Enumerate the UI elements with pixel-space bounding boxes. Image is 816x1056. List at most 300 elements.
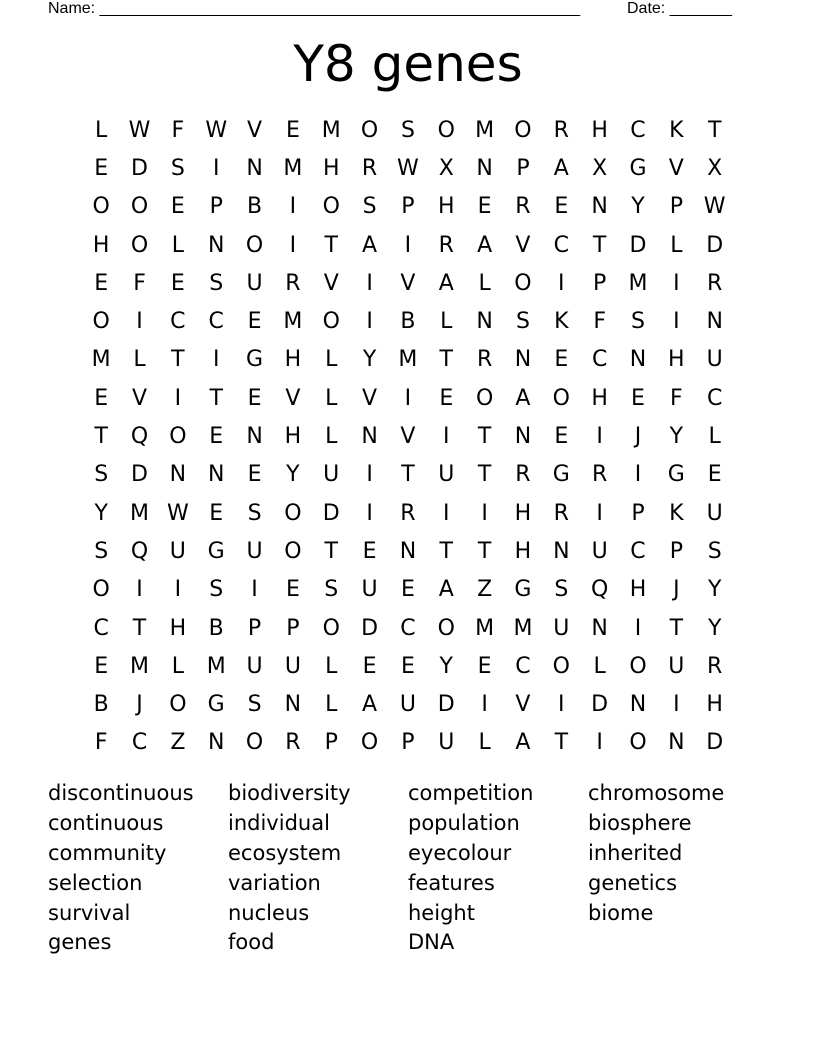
grid-cell: O [629,653,647,679]
date-field: Date: _______ [627,0,732,17]
grid-cell: G [552,462,570,488]
grid-cell: T [171,347,185,373]
grid-cell: K [669,500,684,526]
grid-cell: L [171,232,184,258]
grid-cell: C [630,538,646,564]
grid-cell: N [284,692,302,718]
grid-cell: C [630,117,646,143]
grid-cell: Z [477,577,493,603]
grid-cell: X [438,155,454,181]
grid-cell: H [514,500,532,526]
grid-cell: H [629,577,647,603]
grid-cell: L [478,730,491,756]
grid-cell: S [400,117,415,143]
page-title: Y8 genes [293,35,523,93]
grid-cell: N [591,194,608,220]
grid-cell: H [92,232,110,258]
grid-cell: U [399,692,416,718]
grid-cell: M [130,500,149,526]
grid-cell: C [131,730,148,756]
grid-cell: T [439,347,453,373]
grid-cell: F [593,309,606,335]
word-bank-item: community [48,840,167,865]
grid-cell: O [322,309,340,335]
word-bank-item: biome [588,900,654,925]
grid-cell: D [322,500,340,526]
grid-cell: O [437,117,455,143]
grid-cell: L [325,424,338,450]
grid-cell: I [481,692,488,718]
grid-cell: R [515,194,531,220]
grid-cell: J [136,692,143,718]
word-bank-item: eyecolour [408,840,512,865]
grid-cell: V [400,424,416,450]
grid-row [82,149,734,187]
grid-cell: T [209,385,223,411]
grid-cell: A [438,577,454,603]
grid-cell: O [360,117,379,143]
grid-cell: D [361,615,379,641]
grid-cell: N [668,730,685,756]
grid-cell: Q [590,577,609,603]
word-bank-item: ecosystem [228,840,342,865]
grid-cell: E [362,538,377,564]
grid-cell: D [131,462,148,488]
grid-cell: L [95,117,108,143]
grid-cell: V [285,385,301,411]
grid-cell: O [130,194,149,220]
grid-cell: H [322,155,340,181]
grid-cell: I [136,309,143,335]
grid-cell: O [169,424,187,450]
grid-cell: O [360,730,379,756]
word-bank-item: genetics [588,870,678,895]
grid-cell: A [515,385,531,411]
grid-cell: I [596,730,603,756]
grid-row [82,724,734,762]
grid-cell: Y [707,577,722,603]
grid-cell: E [400,653,415,679]
grid-cell: P [324,730,338,756]
grid-cell: T [477,462,492,488]
grid-cell: E [362,653,377,679]
grid-cell: M [398,347,418,373]
grid-cell: R [438,232,454,258]
grid-cell: N [207,462,225,488]
grid-cell: R [400,500,416,526]
grid-cell: E [400,577,415,603]
grid-cell: M [475,117,495,143]
grid-cell: H [284,347,302,373]
grid-cell: Y [439,653,453,679]
word-bank-item: genes [48,930,112,955]
grid-cell: I [366,270,373,296]
grid-cell: M [283,155,303,181]
word-bank-item: inherited [588,840,683,865]
grid-cell: R [285,270,301,296]
grid-cell: T [439,538,453,564]
grid-cell: N [207,730,225,756]
grid-cell: R [707,270,723,296]
grid-cell: M [475,615,495,641]
grid-cell: H [284,424,302,450]
grid-cell: I [634,615,642,641]
grid-cell: N [476,155,493,181]
grid-cell: B [208,615,224,641]
grid-cell: I [443,500,450,526]
grid-cell: I [174,385,182,411]
grid-cell: M [91,347,111,373]
grid-cell: P [247,615,262,641]
grid-cell: N [629,692,647,718]
grid-row [82,264,734,302]
grid-cell: E [554,424,569,450]
grid-cell: N [169,462,187,488]
grid-cell: O [475,385,494,411]
grid-row [82,341,734,379]
grid-cell: O [92,309,110,335]
grid-cell: H [591,117,608,143]
word-bank-item: variation [228,870,321,895]
grid-cell: P [209,194,223,220]
word-bank-item: food [228,930,275,955]
grid-cell: U [438,730,455,756]
grid-cell: O [514,117,532,143]
grid-cell: D [706,232,724,258]
grid-cell: E [170,194,185,220]
grid-cell: F [133,270,146,296]
grid-row [82,188,734,226]
grid-cell: C [400,615,416,641]
word-bank-item: height [408,900,475,925]
grid-cell: O [92,577,110,603]
word-bank-item: nucleus [228,900,310,925]
grid-cell: F [94,730,108,756]
grid-cell: G [207,692,225,718]
grid-cell: E [554,194,569,220]
grid-cell: U [438,462,455,488]
grid-cell: R [285,730,301,756]
grid-cell: U [361,577,378,603]
grid-cell: P [516,155,530,181]
grid-cell: L [708,424,721,450]
grid-cell: V [400,270,416,296]
grid-cell: L [593,653,606,679]
grid-cell: O [245,232,264,258]
grid-cell: A [438,270,454,296]
grid-cell: W [397,155,419,181]
grid-cell: G [207,538,225,564]
grid-cell: E [209,500,224,526]
grid-cell: I [289,194,297,220]
grid-cell: B [400,309,416,335]
word-bank-item: competition [408,781,534,805]
grid-cell: U [246,538,263,564]
grid-cell: L [478,270,491,296]
grid-cell: U [668,653,685,679]
grid-cell: S [94,538,109,564]
grid-cell: I [366,462,373,488]
grid-cell: R [515,462,531,488]
grid-cell: E [170,270,185,296]
grid-cell: C [208,309,224,335]
grid-cell: E [94,385,109,411]
grid-cell: V [515,232,531,258]
grid-cell: M [513,615,533,641]
grid-cell: W [128,117,151,143]
grid-cell: V [668,155,684,181]
grid-cell: O [322,615,340,641]
grid-cell: N [246,424,263,450]
grid-cell: X [707,155,723,181]
grid-cell: V [247,117,263,143]
grid-cell: D [629,232,647,258]
grid-cell: E [209,424,224,450]
grid-cell: E [631,385,645,411]
grid-cell: O [514,270,532,296]
grid-cell: N [514,347,532,373]
grid-cell: T [324,538,338,564]
grid-cell: Z [170,730,186,756]
grid-cell: I [558,270,565,296]
grid-cell: I [481,500,488,526]
grid-cell: G [629,155,647,181]
grid-cell: I [673,270,680,296]
grid-cell: T [707,117,722,143]
grid-cell: L [133,347,146,373]
letter-grid [82,111,734,762]
word-bank-item: selection [48,870,143,895]
grid-cell: I [596,424,603,450]
grid-cell: T [477,424,492,450]
grid-cell: P [669,194,683,220]
grid-cell: E [285,117,300,143]
grid-cell: U [169,538,186,564]
grid-cell: W [703,194,726,220]
grid-row [82,111,734,149]
grid-cell: M [130,653,149,679]
grid-cell: P [286,615,300,641]
grid-cell: W [205,117,228,143]
grid-cell: O [322,194,340,220]
grid-cell: L [670,232,683,258]
grid-cell: N [207,232,225,258]
grid-cell: M [206,653,226,679]
grid-cell: H [706,692,723,718]
grid-cell: N [476,309,493,335]
grid-cell: Y [707,615,722,641]
grid-cell: P [401,194,415,220]
grid-cell: R [361,155,378,181]
grid-cell: E [247,309,262,335]
grid-cell: B [93,692,109,718]
grid-cell: O [284,500,302,526]
word-bank-item: discontinuous [48,781,194,805]
word-bank-item: biodiversity [228,781,351,805]
grid-cell: I [673,692,680,718]
grid-cell: I [289,232,297,258]
grid-cell: C [170,309,186,335]
header-line [48,0,748,20]
grid-cell: V [131,385,148,411]
grid-cell: U [591,538,608,564]
grid-cell: E [554,347,569,373]
word-bank-item: survival [48,900,131,925]
grid-cell: J [634,424,642,450]
word-bank-item: individual [228,810,330,835]
grid-cell: F [171,117,185,143]
grid-cell: O [629,730,647,756]
grid-cell: I [558,692,565,718]
grid-cell: V [323,270,339,296]
grid-cell: I [174,577,182,603]
grid-cell: T [132,615,147,641]
grid-cell: H [169,615,187,641]
grid-cell: N [553,538,570,564]
grid-cell: Q [130,538,149,564]
grid-cell: S [170,155,185,181]
word-bank [48,779,768,958]
grid-cell: S [554,577,569,603]
grid-cell: H [437,194,455,220]
grid-cell: S [209,270,224,296]
grid-cell: N [706,309,723,335]
grid-cell: P [401,730,415,756]
grid-cell: D [706,730,724,756]
grid-row [82,685,734,723]
grid-cell: E [707,462,722,488]
grid-cell: C [591,347,608,373]
grid-cell: O [552,653,570,679]
grid-row [82,494,734,532]
grid-cell: S [324,577,339,603]
grid-cell: N [514,424,532,450]
grid-cell: H [668,347,685,373]
word-bank-item: continuous [48,810,164,835]
word-bank-item: population [408,810,520,835]
grid-cell: U [706,500,723,526]
grid-cell: E [94,270,109,296]
grid-cell: I [404,232,412,258]
grid-cell: M [283,309,303,335]
word-bank-item: biosphere [588,810,692,835]
grid-cell: V [362,385,378,411]
grid-cell: L [440,309,453,335]
grid-row [82,379,734,417]
grid-cell: I [596,500,603,526]
grid-cell: U [284,653,301,679]
grid-cell: R [707,653,723,679]
grid-cell: A [477,232,493,258]
grid-cell: U [553,615,570,641]
grid-cell: O [92,194,110,220]
grid-cell: S [362,194,377,220]
grid-cell: S [707,538,722,564]
grid-cell: T [669,615,684,641]
grid-cell: A [362,232,378,258]
grid-cell: L [171,653,184,679]
grid-cell: I [251,577,258,603]
grid-cell: Y [94,500,108,526]
grid-cell: I [443,424,450,450]
grid-cell: H [514,538,532,564]
grid-cell: O [130,232,149,258]
grid-cell: I [366,309,373,335]
grid-row [82,571,734,609]
grid-cell: T [554,730,569,756]
grid-cell: E [94,653,109,679]
grid-cell: E [439,385,454,411]
grid-cell: C [553,232,569,258]
grid-cell: O [284,538,302,564]
grid-cell: S [209,577,224,603]
grid-cell: I [634,462,642,488]
grid-cell: Y [362,347,377,373]
grid-cell: D [131,155,148,181]
grid-cell: S [631,309,645,335]
grid-cell: T [401,462,415,488]
grid-row [82,226,734,264]
grid-cell: I [136,577,143,603]
grid-cell: K [669,117,684,143]
grid-cell: Y [669,424,684,450]
grid-cell: M [321,117,341,143]
name-field: Name: ______________________________________________________ [48,0,581,17]
grid-row [82,456,734,494]
grid-cell: L [325,692,338,718]
grid-cell: U [323,462,340,488]
grid-cell: C [706,385,723,411]
grid-cell: I [673,309,680,335]
grid-cell: E [94,155,109,181]
grid-cell: L [325,385,338,411]
grid-row [82,609,734,647]
grid-cell: A [362,692,378,718]
grid-row [82,647,734,685]
grid-row [82,302,734,340]
grid-cell: F [670,385,683,411]
grid-cell: V [515,692,531,718]
grid-cell: S [247,692,262,718]
grid-cell: G [514,577,532,603]
grid-cell: C [515,653,531,679]
grid-cell: N [361,424,378,450]
grid-cell: K [554,309,569,335]
grid-cell: L [325,653,338,679]
grid-cell: Q [130,424,149,450]
grid-cell: D [591,692,609,718]
grid-cell: E [477,653,492,679]
grid-cell: O [552,385,570,411]
grid-cell: I [404,385,412,411]
grid-cell: P [631,500,645,526]
grid-cell: P [593,270,607,296]
grid-cell: I [366,500,373,526]
grid-cell: U [246,270,263,296]
grid-cell: U [706,347,723,373]
grid-cell: O [245,730,264,756]
grid-row [82,417,734,455]
grid-cell: R [553,117,569,143]
grid-cell: S [515,309,530,335]
grid-cell: P [669,538,683,564]
grid-cell: W [166,500,189,526]
grid-cell: E [247,385,262,411]
grid-cell: Y [631,194,645,220]
grid-cell: S [247,500,262,526]
grid-cell: B [247,194,263,220]
word-bank-item: chromosome [588,781,725,805]
